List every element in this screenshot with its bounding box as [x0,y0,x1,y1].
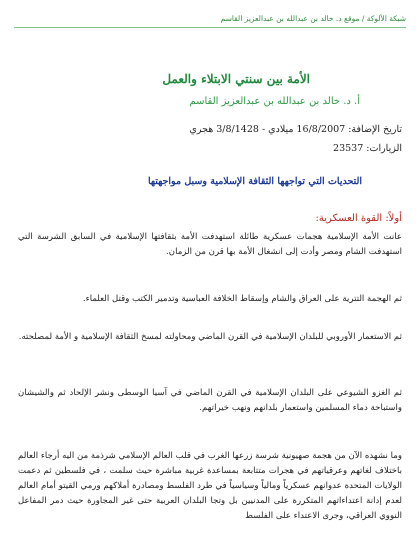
paragraph: ثم الغزو الشيوعي على البلدان الإسلامية في القرن الماضي في آسيا الوسطى ونشر الإلحاد ثم والشيشان واستباحة دماء المسلمين واستعمار بلدانهم ونهب خيراتهم. [18,388,402,413]
visits-count: الزيارات: 23537 [333,143,402,154]
article-subtitle: التحديات التي تواجهها الثقافة الإسلامية وسبل مواجهتها [148,176,362,187]
paragraph: عانت الأمة الإسلامية هجمات عسكرية طائلة استهدفت الأمة بثقافتها الإسلامية في السابق الشرسة التي استهدفت الشام ومصر وأدت إلى انشغال الأمة بها قرن من الزمان. [18,232,402,257]
article-title: الأمة بين سنتي الابتلاء والعمل [162,72,310,86]
header-divider [14,27,406,28]
paragraph: وما نشهده الآن من هجمة صهيونية شرسة زرعها الغرب في قلب العالم الإسلامي شرذمة من اليه أرجاء العالم باختلاف لغاتهم وعرقياتهم في هجرات متتابعة بمساعدة غربية مباشرة حيث سلمت ، في فلسطين ثم دعمت الولايات المتحدة عدوانهم عسكرياً ومالياً وسياسياً في طرد الفلسط ومصادرة أملاكهم ورمي القيتو أمام العالم لعدم إدانة اعتداءاتهم المتكررة على المدنيين بل وتجا البلدان العربية حتى غير المجاورة حيث دمر المفاعل النووي العراقي، وجرى الاعتداء على الفلسط [18,451,402,521]
section-heading: أولاً: القوة العسكرية: [315,213,402,224]
paragraph: ثم الهجمة التترية على العراق والشام وإسقاط الخلافة العباسية وتدمير الكتب وقتل العلماء. [82,294,402,304]
paragraph: ثم الاستعمار الأوروبي للبلدان الإسلامية في القرن الماضي ومحاولته لمسخ الثقافة الإسلامية و الأمة لمصلحته. [18,332,402,342]
article-author[interactable]: أ. د. خالد بن عبدالله بن عبدالعزيز القاسم [189,96,360,107]
date-added: تاريخ الإضافة: 16/8/2007 ميلادي - 3/8/1428 هجري [189,124,402,135]
breadcrumb[interactable]: شبكة الألوكة / موقع د. خالد بن عبدالله بن عبدالعزيز القاسم [220,14,406,23]
